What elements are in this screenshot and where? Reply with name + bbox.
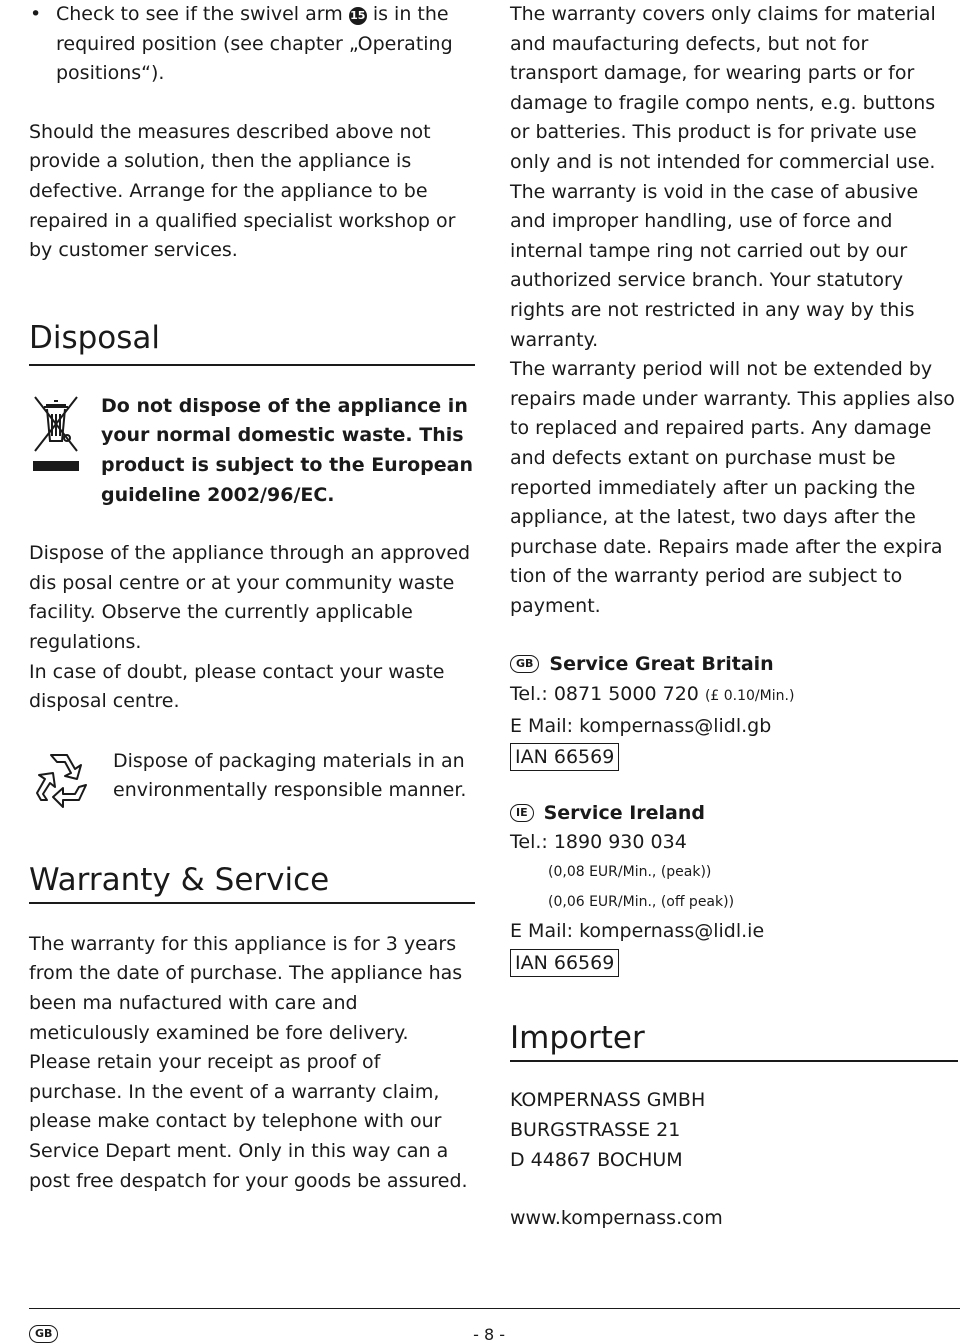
bullet-text: Check to see if the swivel arm [56, 3, 343, 25]
warranty-rule [29, 902, 475, 904]
importer-heading: Importer [510, 1020, 645, 1057]
recycle-icon [31, 749, 93, 811]
left-column [29, 0, 475, 1196]
ie-ian-box: IAN 66569 [510, 949, 619, 977]
defect-paragraph: Should the measures described above not provide a solution, then the appliance is defective. Arrange for the appliance to be repaired in a qualified specialist workshop or by customer services. [29, 120, 456, 262]
gb-tel-rate: (£ 0.10/Min.) [704, 688, 795, 705]
disposal-rule [29, 364, 475, 366]
packaging-text: Dispose of packaging materials in an environmentally responsible manner. [113, 749, 467, 802]
importer-name: KOMPERNASS GMBH [510, 1089, 706, 1112]
warranty-heading: Warranty & Service [29, 861, 330, 898]
disposal-heading: Disposal [29, 319, 161, 356]
ie-rate-offpeak: (0,06 EUR/Min., (off peak)) [548, 893, 735, 910]
service-ie-title [510, 799, 958, 829]
warranty-period-paragraph: The warranty period will not be extended by repairs made under warranty. This applies also to replaced and repaired parts. Any damage and defects extant on purchase must be reported immediately after un packing the appliance, at the latest, two days after the purchase date. Repairs made after the expira tion of the warranty period are subject to payment. [510, 358, 955, 617]
page-footer [29, 1308, 960, 1344]
website-link[interactable]: www.kompernass.com [510, 1207, 723, 1230]
page-number: - 8 - [473, 1325, 505, 1344]
bullet-marker: • [30, 3, 42, 25]
ie-rate-peak: (0,08 EUR/Min., (peak)) [548, 864, 712, 881]
right-column [510, 0, 958, 1234]
service-ie-email: E Mail: kompernass@lidl.ie [510, 920, 765, 943]
service-gb-ian-row [510, 741, 958, 773]
disposal-notice [29, 392, 475, 510]
disposal-paragraph: Dispose of the appliance through an approved dis posal centre or at your community waste facility. Observe the currently applicable regulations. [29, 542, 471, 653]
footer-country-badge: GB [29, 1325, 58, 1343]
disposal-notice-text: Do not dispose of the appliance in your normal domestic waste. This product is subject to the European guideline 2002/96/EC. [101, 394, 473, 506]
gb-ian-box: IAN 66569 [510, 743, 619, 771]
service-ie-label: Service Ireland [543, 801, 705, 824]
service-gb-label: Service Great Britain [549, 653, 774, 676]
importer-street: BURGSTRASSE 21 [510, 1119, 681, 1141]
service-ie-ian-row [510, 947, 958, 979]
swivel-arm-bullet [29, 0, 475, 89]
gb-country-badge: GB [510, 655, 539, 673]
warranty-paragraph: The warranty for this appliance is for 3 years from the date of purchase. The appliance has been ma nufactured with care and meticulously examined be fore delivery. Please retain your receipt as proof of purchase. In the event of a warranty claim, please make contact by telephone with our Service Depart ment. Only in this way can a post free despatch for your goods be assured. [29, 932, 468, 1192]
crossed-bin-icon [33, 395, 79, 475]
warranty-claims-paragraph: The warranty covers only claims for material and maufacturing defects, but not for transport damage, for wearing parts or for damage to fragile compo nents, e.g. buttons or batteries. This product is for private use only and is not intended for commercial use. The warranty is void in the case of abusive and improper handling, use of force and internal tampe ring not carried out by our authorized service branch. Your statutory rights are not restricted in any way by this warranty. [510, 3, 936, 351]
bullet-rest: is in the required position (see chapter „Operating positions“). [56, 3, 453, 85]
service-gb-title [510, 650, 958, 680]
ie-country-badge: IE [510, 804, 534, 822]
service-ie-tel: Tel.: 1890 930 034 [510, 831, 687, 854]
importer-city: D 44867 BOCHUM [510, 1148, 683, 1171]
gb-tel-number: Tel.: 0871 5000 720 [510, 683, 699, 706]
importer-rule [510, 1060, 958, 1062]
service-gb-email: E Mail: kompernass@lidl.gb [510, 714, 772, 737]
packaging-notice [29, 747, 475, 806]
doubt-paragraph: In case of doubt, please contact your waste disposal centre. [29, 660, 445, 713]
arm-number-badge: 15 [349, 7, 367, 25]
service-gb-tel [510, 680, 958, 712]
